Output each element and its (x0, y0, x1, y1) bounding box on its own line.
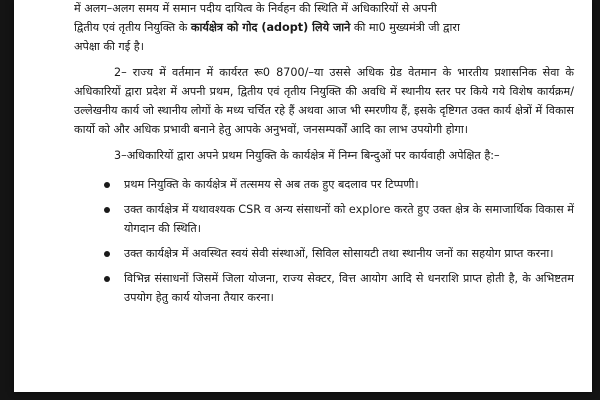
paragraph-1 (74, 0, 574, 56)
paragraph-1-line-2b: की मा0 मुख्यमंत्री जी द्वारा (350, 21, 460, 34)
paragraph-2: 2– राज्य में वर्तमान में कार्यरत रू0 8700/–या उससे अधिक ग्रेड वेतमान के भारतीय प्रशासनिक सेवा के अधिकारियों द्वारा प्रदेश में अपनी प्रथम, द्वितीय एवं तृतीय नियुक्ति की अवधि में स्थानीय स्तर पर किये गये विशेष कार्यक्रम/उल्लेखनीय कार्य जो स्थानीय लोगों के मध्य चर्चित रहे हैं अथवा आज भी स्मरणीय हैं, इसके दृष्टिगत उक्त कार्य क्षेत्रों में विकास कार्यो को और अधिक प्रभावी बनाने हेतु आपके अनुभवों, जनसम्पर्कों आदि का लाभ उपयोगी होगा। (74, 66, 574, 136)
paragraph-1-line-1: में अलग–अलग समय में समान पदीय दायित्व के निर्वहन की स्थिति में अधिकारियों से अपनी (74, 2, 437, 15)
paragraph-1-line-3: अपेक्षा की गई है। (74, 40, 144, 53)
list-item-text: प्रथम नियुक्ति के कार्यक्षेत्र में तत्समय से अब तक हुए बदलाव पर टिप्पणी। (124, 178, 419, 191)
document-page (14, 0, 592, 392)
bullet-icon (104, 251, 110, 257)
paragraph-1-line-2a: द्वितीय एवं तृतीय नियुक्ति के (74, 21, 191, 34)
list-item-text: विभिन्न संसाधनों जिसमें जिला योजना, राज्य सेक्टर, वित्त आयोग आदि से धनराशि प्राप्त होती है, के अभिष्टतम उपयोग हेतु कार्य योजना तैयार करना। (124, 272, 574, 304)
list-item (74, 175, 574, 194)
bullet-icon (104, 207, 110, 213)
bullet-list (74, 175, 574, 307)
paragraph-1-bold-text: कार्यक्षेत्र को गोद (adopt) लिये जाने (190, 21, 351, 34)
paragraph-3: 3–अधिकारियों द्वारा अपने प्रथम नियुक्ति के कार्यक्षेत्र में निम्न बिन्दुओं पर कार्यवाही अपेक्षित है:– (114, 149, 500, 162)
list-item (74, 269, 574, 307)
bullet-icon (104, 182, 110, 188)
list-item-text: उक्त कार्यक्षेत्र में यथावश्यक CSR व अन्य संसाधनों को explore करते हुए उक्त क्षेत्र के समाजार्थिक विकास में योगदान की स्थिति। (124, 203, 574, 235)
list-item (74, 244, 574, 263)
bullet-icon (104, 276, 110, 282)
list-item-text: उक्त कार्यक्षेत्र में अवस्थित स्वयं सेवी संस्थाओं, सिविल सोसायटी तथा स्थानीय जनों का सहयोग प्राप्त करना। (124, 247, 554, 260)
document-body (74, 0, 574, 313)
list-item (74, 200, 574, 238)
